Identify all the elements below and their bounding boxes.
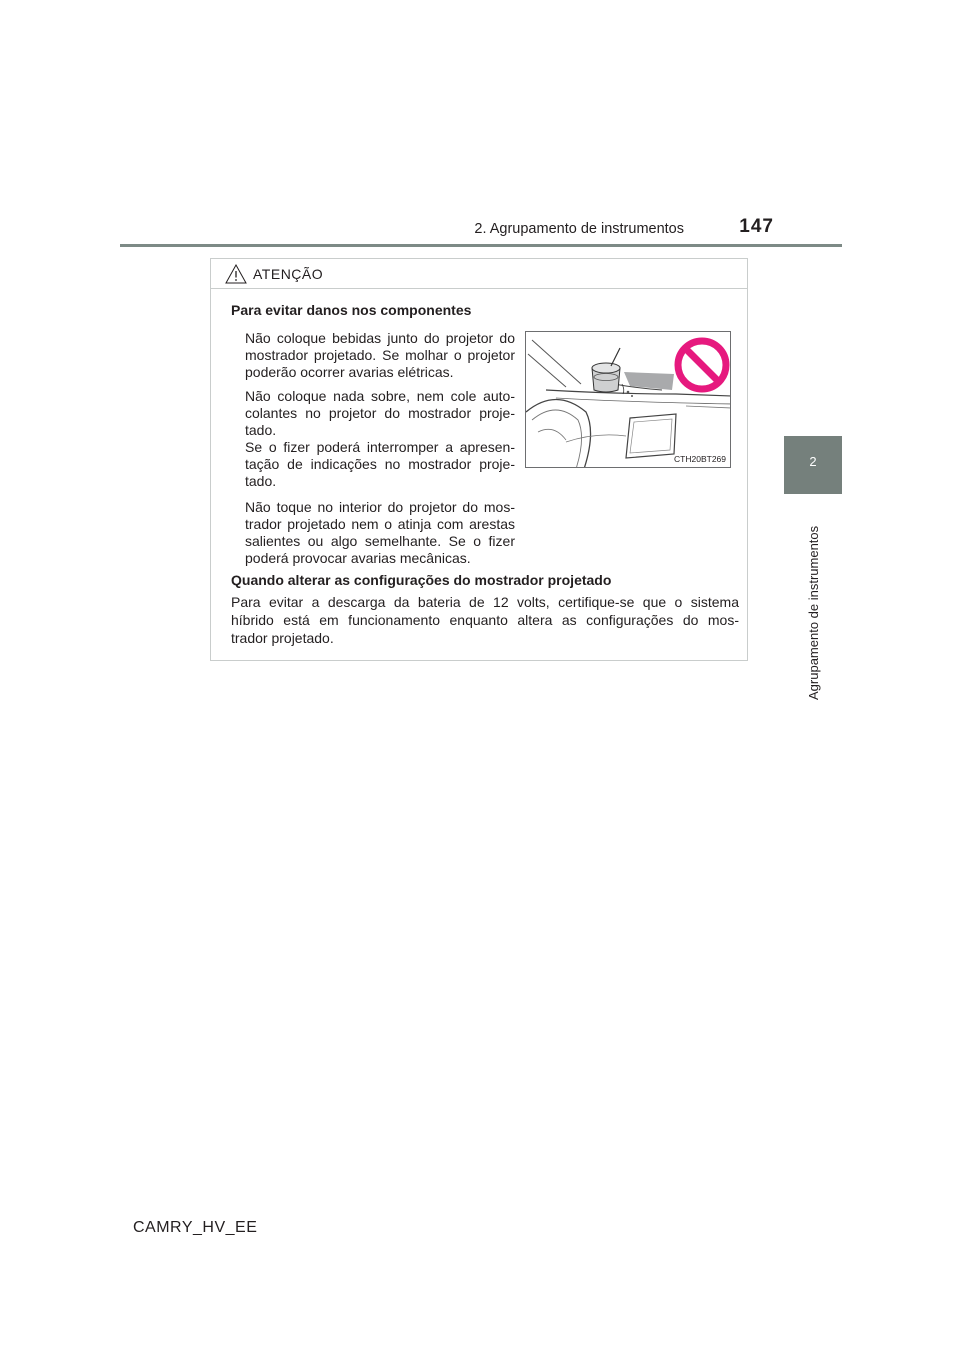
item2-line: Se o fizer poderá interromper a apresen- [245,439,515,455]
item2-line: tado. [245,473,277,489]
item2-paragraph [245,388,515,490]
projector-illustration [525,331,731,468]
item2-line: Não coloque nada sobre, nem cole auto- [245,388,515,404]
header-rule [120,244,842,247]
page-number: 147 [739,216,774,237]
item3-line: Não toque no interior do projetor do mos- [245,499,515,515]
chapter-label-text: Agrupamento de instrumentos [806,525,821,700]
warning-triangle-icon [225,264,247,284]
item3-line: poderá provocar avarias mecânicas. [245,550,471,566]
item1-line: poderão ocorrer avarias elétricas. [245,364,454,380]
caution-title: ATENÇÃO [253,266,324,282]
item3-paragraph [245,499,515,567]
figure-code: CTH20BT269 [674,454,726,464]
dashboard-drawing [526,332,731,468]
item1-line: mostrador projetado. Se molhar o projetor [245,347,515,363]
item1-paragraph [245,330,515,381]
item2-line: tação de indicações no mostrador proje- [245,456,515,472]
section-title: 2. Agrupamento de instrumentos [474,221,684,237]
item3-line: salientes ou algo semelhante. Se o fizer [245,533,515,549]
item2-line: colantes no projetor do mostrador proje- [245,405,515,421]
item3-line: trador projetado nem o atinja com arestas [245,516,515,532]
chapter-label [804,504,824,700]
section2-line: híbrido está em funcionamento enquanto altera as configurações do mos- [231,612,739,628]
chapter-number: 2 [809,454,817,469]
caution-header [211,259,747,289]
caution-box [210,258,748,661]
item1-line: Não coloque bebidas junto do projetor do [245,330,515,346]
section2-heading: Quando alterar as configurações do mostrador projetado [231,572,612,588]
model-code: CAMRY_HV_EE [133,1219,258,1236]
section2-line: Para evitar a descarga da bateria de 12 volts, certifique-se que o sistema [231,594,739,610]
section1-heading: Para evitar danos nos componentes [231,302,472,318]
chapter-tab [784,436,842,494]
section2-paragraph [231,593,739,647]
section2-line: trador projetado. [231,630,334,646]
item2-line: tado. [245,422,277,438]
